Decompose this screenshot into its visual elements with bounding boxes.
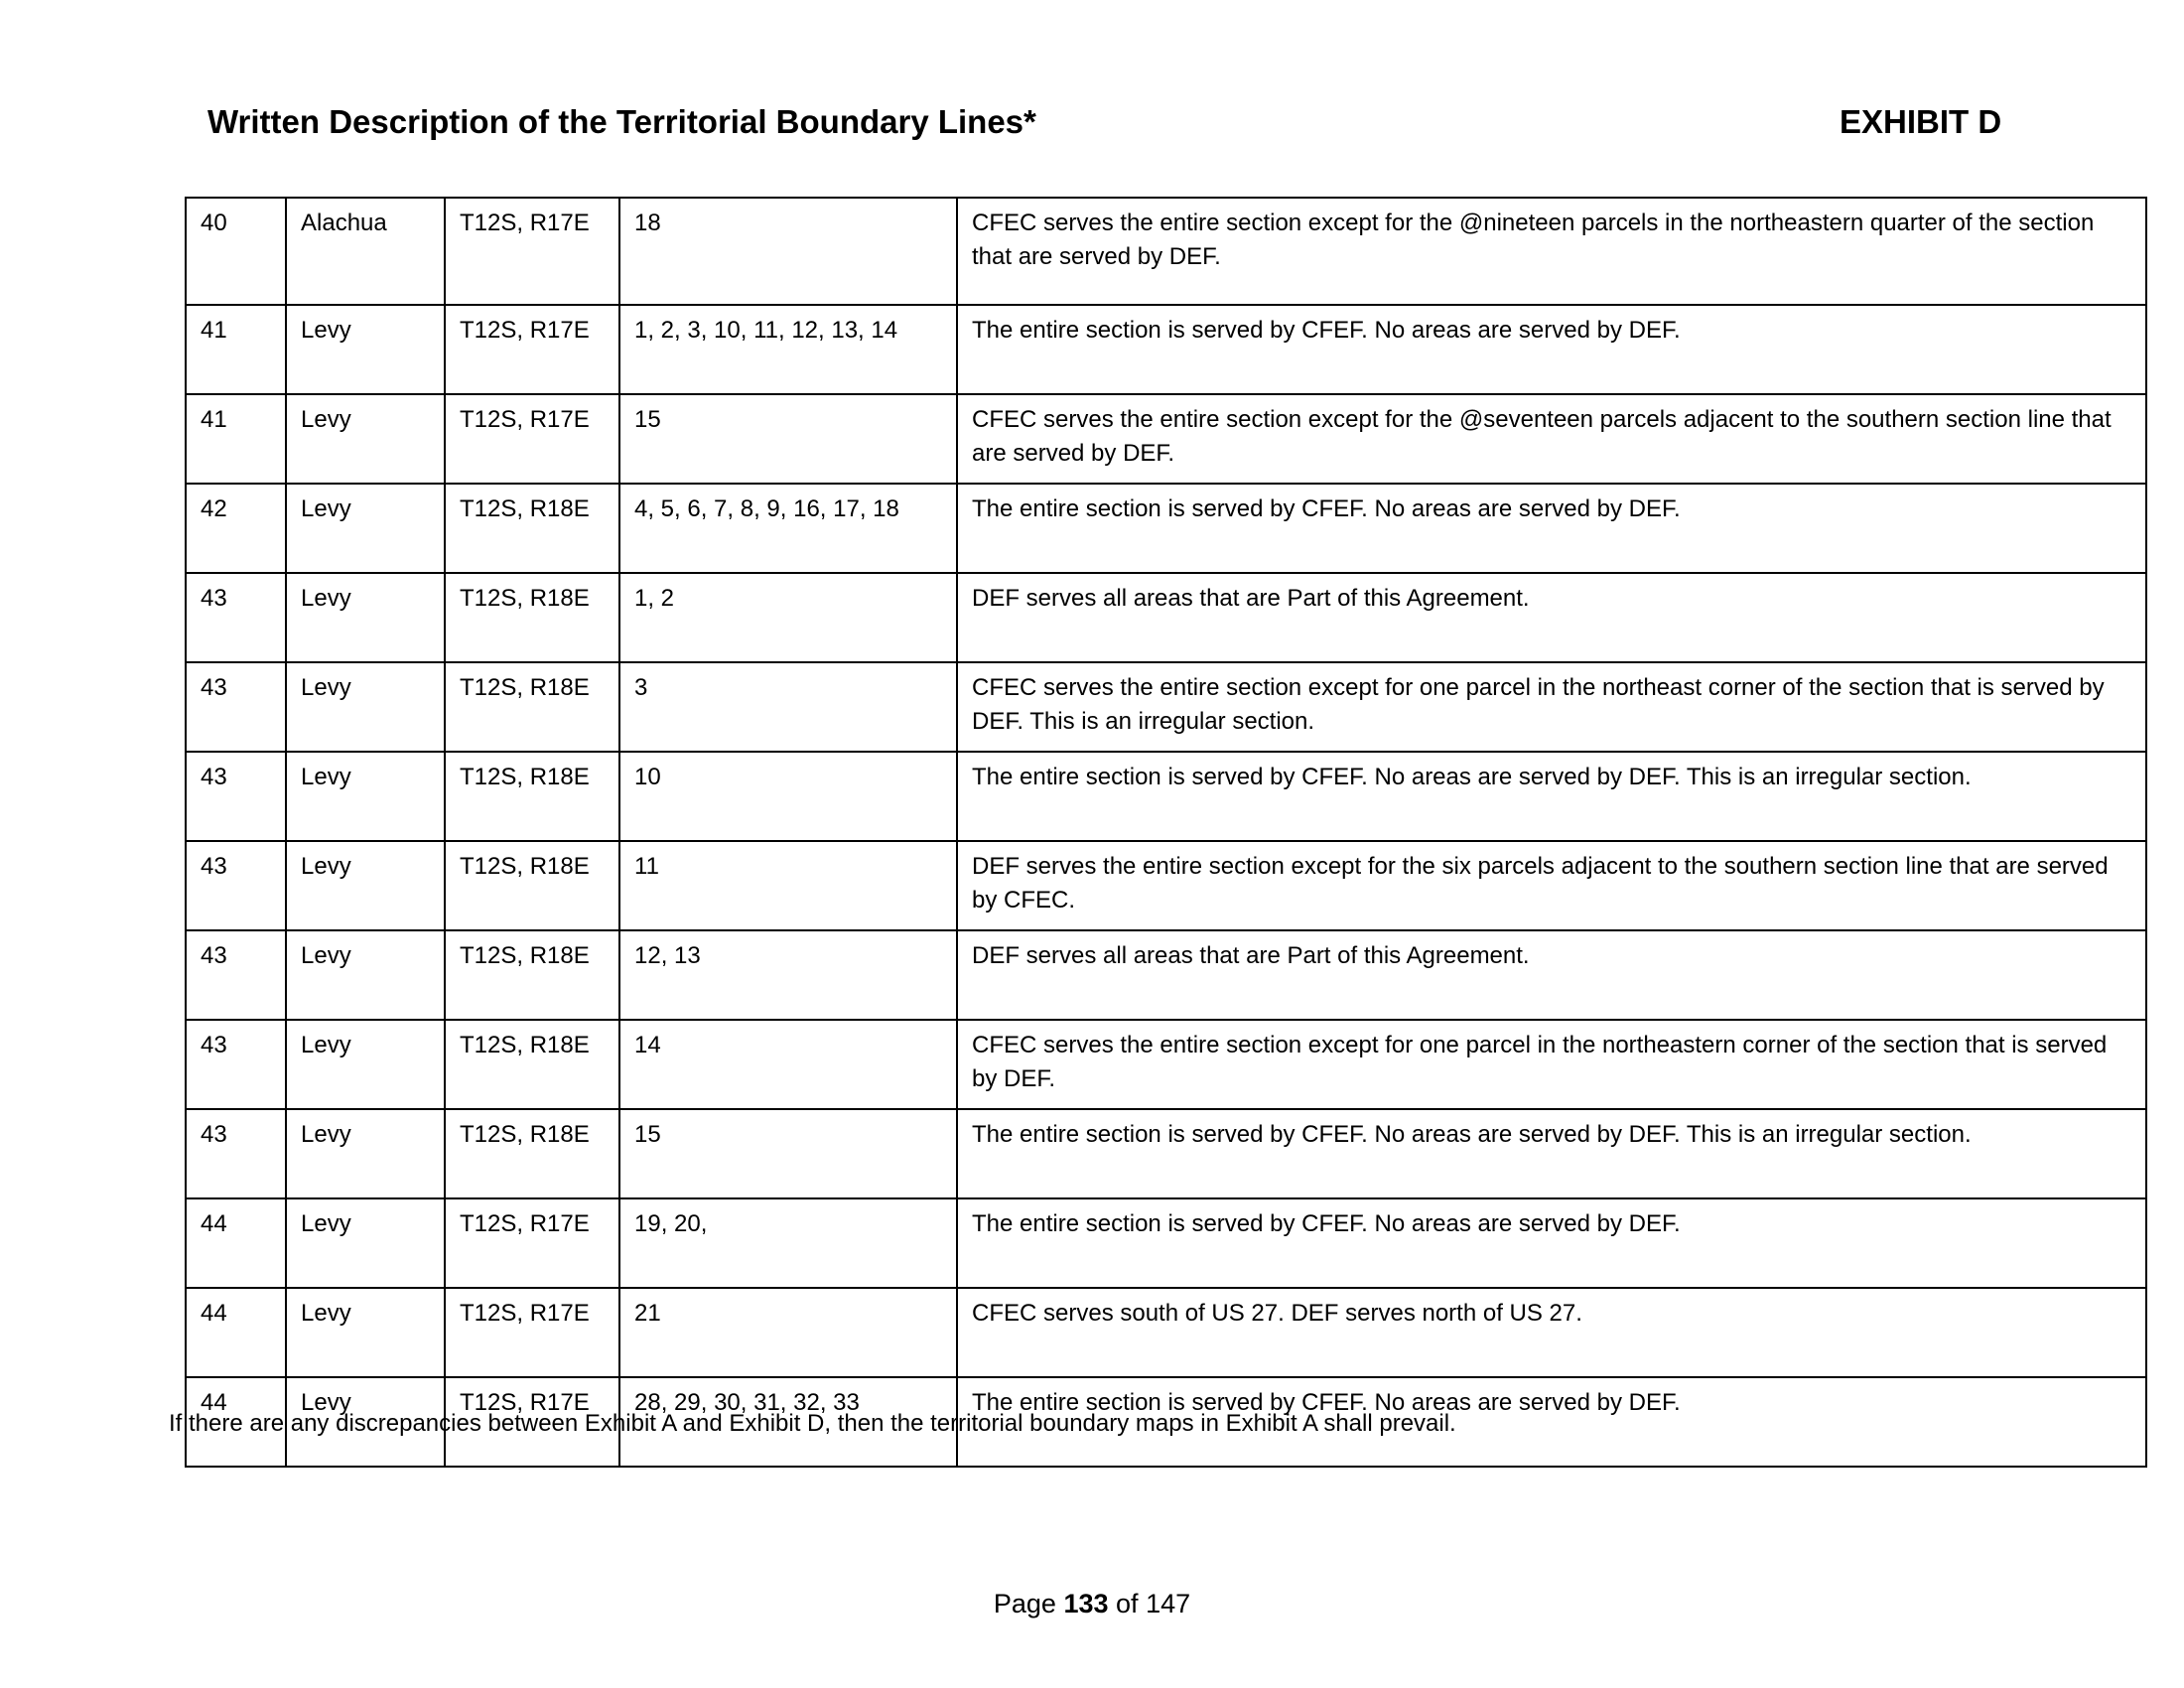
table-row bbox=[186, 573, 2146, 662]
page-total: 147 bbox=[1146, 1589, 1191, 1618]
map-number-cell: 43 bbox=[186, 1109, 286, 1198]
sections-cell: 3 bbox=[619, 662, 957, 752]
table-row bbox=[186, 752, 2146, 841]
township-range-cell: T12S, R17E bbox=[445, 198, 619, 305]
page-title: Written Description of the Territorial Boundary Lines* bbox=[207, 103, 1036, 140]
boundary-table-body bbox=[186, 198, 2146, 1467]
map-number-cell: 44 bbox=[186, 1198, 286, 1288]
township-range-cell: T12S, R17E bbox=[445, 305, 619, 394]
description-cell: The entire section is served by CFEF. No areas are served by DEF. bbox=[957, 305, 2146, 394]
table-row bbox=[186, 930, 2146, 1020]
township-range-cell: T12S, R18E bbox=[445, 1020, 619, 1109]
table-row bbox=[186, 484, 2146, 573]
table-row bbox=[186, 305, 2146, 394]
table-row bbox=[186, 1109, 2146, 1198]
page-separator: of bbox=[1116, 1589, 1139, 1618]
county-cell: Levy bbox=[286, 573, 445, 662]
township-range-cell: T12S, R18E bbox=[445, 841, 619, 930]
description-cell: CFEC serves the entire section except for the @seventeen parcels adjacent to the southern section line that are served by DEF. bbox=[957, 394, 2146, 484]
map-number-cell: 42 bbox=[186, 484, 286, 573]
discrepancy-footnote: If there are any discrepancies between Exhibit A and Exhibit D, then the territorial boundary maps in Exhibit A shall prevail. bbox=[169, 1410, 1456, 1437]
sections-cell: 11 bbox=[619, 841, 957, 930]
county-cell: Levy bbox=[286, 484, 445, 573]
county-cell: Levy bbox=[286, 930, 445, 1020]
map-number-cell: 43 bbox=[186, 573, 286, 662]
county-cell: Levy bbox=[286, 752, 445, 841]
township-range-cell: T12S, R17E bbox=[445, 1377, 619, 1467]
description-cell: CFEC serves the entire section except for one parcel in the northeastern corner of the section that is served by DEF. bbox=[957, 1020, 2146, 1109]
map-number-cell: 43 bbox=[186, 841, 286, 930]
sections-cell: 18 bbox=[619, 198, 957, 305]
map-number-cell: 44 bbox=[186, 1288, 286, 1377]
description-cell: DEF serves the entire section except for the six parcels adjacent to the southern section line that are served by CFEC. bbox=[957, 841, 2146, 930]
table-row bbox=[186, 394, 2146, 484]
township-range-cell: T12S, R18E bbox=[445, 662, 619, 752]
map-number-cell: 41 bbox=[186, 305, 286, 394]
description-cell: DEF serves all areas that are Part of this Agreement. bbox=[957, 930, 2146, 1020]
sections-cell: 14 bbox=[619, 1020, 957, 1109]
map-number-cell: 43 bbox=[186, 752, 286, 841]
township-range-cell: T12S, R17E bbox=[445, 394, 619, 484]
description-cell: CFEC serves south of US 27. DEF serves north of US 27. bbox=[957, 1288, 2146, 1377]
sections-cell: 4, 5, 6, 7, 8, 9, 16, 17, 18 bbox=[619, 484, 957, 573]
sections-cell: 1, 2 bbox=[619, 573, 957, 662]
map-number-cell: 43 bbox=[186, 662, 286, 752]
sections-cell: 15 bbox=[619, 1109, 957, 1198]
county-cell: Alachua bbox=[286, 198, 445, 305]
description-cell: The entire section is served by CFEF. No areas are served by DEF. bbox=[957, 484, 2146, 573]
sections-cell: 10 bbox=[619, 752, 957, 841]
township-range-cell: T12S, R18E bbox=[445, 484, 619, 573]
page-prefix: Page bbox=[993, 1589, 1056, 1618]
township-range-cell: T12S, R17E bbox=[445, 1288, 619, 1377]
sections-cell: 19, 20, bbox=[619, 1198, 957, 1288]
map-number-cell: 40 bbox=[186, 198, 286, 305]
boundary-table bbox=[185, 197, 2147, 1468]
table-row bbox=[186, 198, 2146, 305]
map-number-cell: 44 bbox=[186, 1377, 286, 1467]
description-cell: DEF serves all areas that are Part of this Agreement. bbox=[957, 573, 2146, 662]
exhibit-label: EXHIBIT D bbox=[1840, 103, 2002, 140]
sections-cell: 12, 13 bbox=[619, 930, 957, 1020]
sections-cell: 28, 29, 30, 31, 32, 33 bbox=[619, 1377, 957, 1467]
county-cell: Levy bbox=[286, 1377, 445, 1467]
table-row bbox=[186, 1020, 2146, 1109]
county-cell: Levy bbox=[286, 1109, 445, 1198]
county-cell: Levy bbox=[286, 841, 445, 930]
township-range-cell: T12S, R18E bbox=[445, 1109, 619, 1198]
map-number-cell: 43 bbox=[186, 1020, 286, 1109]
description-cell: The entire section is served by CFEF. No areas are served by DEF. This is an irregular section. bbox=[957, 752, 2146, 841]
page-number bbox=[0, 1589, 2184, 1619]
description-cell: The entire section is served by CFEF. No areas are served by DEF. bbox=[957, 1198, 2146, 1288]
county-cell: Levy bbox=[286, 394, 445, 484]
description-cell: The entire section is served by CFEF. No areas are served by DEF. bbox=[957, 1377, 2146, 1467]
table-row bbox=[186, 662, 2146, 752]
township-range-cell: T12S, R18E bbox=[445, 930, 619, 1020]
county-cell: Levy bbox=[286, 305, 445, 394]
township-range-cell: T12S, R17E bbox=[445, 1198, 619, 1288]
table-row bbox=[186, 1288, 2146, 1377]
table-row bbox=[186, 841, 2146, 930]
sections-cell: 1, 2, 3, 10, 11, 12, 13, 14 bbox=[619, 305, 957, 394]
county-cell: Levy bbox=[286, 662, 445, 752]
map-number-cell: 43 bbox=[186, 930, 286, 1020]
county-cell: Levy bbox=[286, 1288, 445, 1377]
description-cell: The entire section is served by CFEF. No areas are served by DEF. This is an irregular section. bbox=[957, 1109, 2146, 1198]
description-cell: CFEC serves the entire section except for the @nineteen parcels in the northeastern quarter of the section that are served by DEF. bbox=[957, 198, 2146, 305]
township-range-cell: T12S, R18E bbox=[445, 752, 619, 841]
county-cell: Levy bbox=[286, 1198, 445, 1288]
county-cell: Levy bbox=[286, 1020, 445, 1109]
map-number-cell: 41 bbox=[186, 394, 286, 484]
sections-cell: 15 bbox=[619, 394, 957, 484]
table-row bbox=[186, 1198, 2146, 1288]
description-cell: CFEC serves the entire section except for one parcel in the northeast corner of the section that is served by DEF. This is an irregular section. bbox=[957, 662, 2146, 752]
township-range-cell: T12S, R18E bbox=[445, 573, 619, 662]
sections-cell: 21 bbox=[619, 1288, 957, 1377]
page-current: 133 bbox=[1063, 1589, 1109, 1618]
